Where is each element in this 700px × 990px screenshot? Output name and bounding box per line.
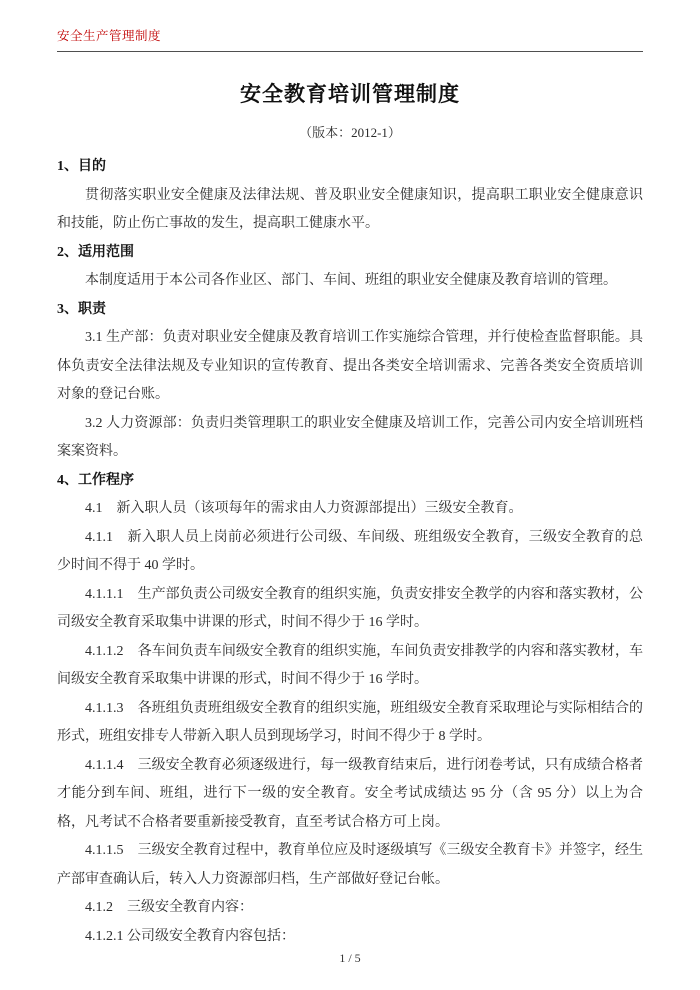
- paragraph: 4.1.2 三级安全教育内容：: [85, 900, 253, 915]
- paragraph: 3.1 生产部：负责对职业安全健康及教育培训工作实施综合管理，并行使检查监督职能。具体负责安全法律法规及专业知识的宣传教育、提出各类安全培训需求、完善各类安全资质培训对象的登记台账。: [57, 330, 643, 402]
- section-heading-responsibility: 3、职责: [57, 301, 106, 317]
- section-heading-procedure: 4、工作程序: [57, 472, 134, 488]
- paragraph: 贯彻落实职业安全健康及法律法规、普及职业安全健康知识，提高职工职业安全健康意识和技能，防止伤亡事故的发生，提高职工健康水平。: [57, 187, 643, 231]
- section-heading-scope: 2、适用范围: [57, 244, 134, 260]
- paragraph: 3.2 人力资源部：负责归类管理职工的职业安全健康及培训工作，完善公司内安全培训班档案案资料。: [57, 415, 643, 459]
- paragraph: 本制度适用于本公司各作业区、部门、车间、班组的职业安全健康及教育培训的管理。: [85, 273, 617, 288]
- page-header: [57, 26, 643, 52]
- section-heading-purpose: 1、目的: [57, 159, 106, 174]
- document-title: 安全教育培训管理制度: [240, 82, 460, 106]
- page-footer: [0, 951, 700, 966]
- document-content: [57, 153, 643, 951]
- paragraph: 4.1.1.1 生产部负责公司级安全教育的组织实施，负责安排安全教学的内容和落实教材，公司级安全教育采取集中讲课的形式，时间不得少于 16 学时。: [57, 586, 643, 630]
- paragraph: 4.1.2.1 公司级安全教育内容包括：: [85, 928, 295, 944]
- paragraph: 4.1.1 新入职人员上岗前必须进行公司级、车间级、班组级安全教育，三级安全教育的总少时间不得于 40 学时。: [57, 529, 643, 573]
- document-version: （版本：2012-1）: [299, 125, 401, 140]
- paragraph: 4.1.1.4 三级安全教育必须逐级进行，每一级教育结束后，进行闭卷考试，只有成绩合格者才能分到车间、班组，进行下一级的安全教育。安全考试成绩达 95 分（含 95 分）以上为合格，凡考试不合格者要重新接受教育，直至考试合格方可上岗。: [57, 757, 643, 830]
- header-title: 安全生产管理制度: [57, 29, 162, 43]
- paragraph: 4.1.1.3 各班组负责班组级安全教育的组织实施，班组级安全教育采取理论与实际相结合的形式，班组安排专人带新入职人员到现场学习，时间不得少于 8 学时。: [57, 700, 643, 744]
- page-number: 1 / 5: [339, 951, 361, 965]
- paragraph: 4.1.1.5 三级安全教育过程中，教育单位应及时逐级填写《三级安全教育卡》并签字，经生产部审查确认后，转入人力资源部归档，生产部做好登记台帐。: [57, 843, 643, 887]
- paragraph: 4.1.1.2 各车间负责车间级安全教育的组织实施，车间负责安排教学的内容和落实教材，车间级安全教育采取集中讲课的形式，时间不得少于 16 学时。: [57, 643, 643, 687]
- paragraph: 4.1 新入职人员（该项每年的需求由人力资源部提出）三级安全教育。: [85, 501, 523, 516]
